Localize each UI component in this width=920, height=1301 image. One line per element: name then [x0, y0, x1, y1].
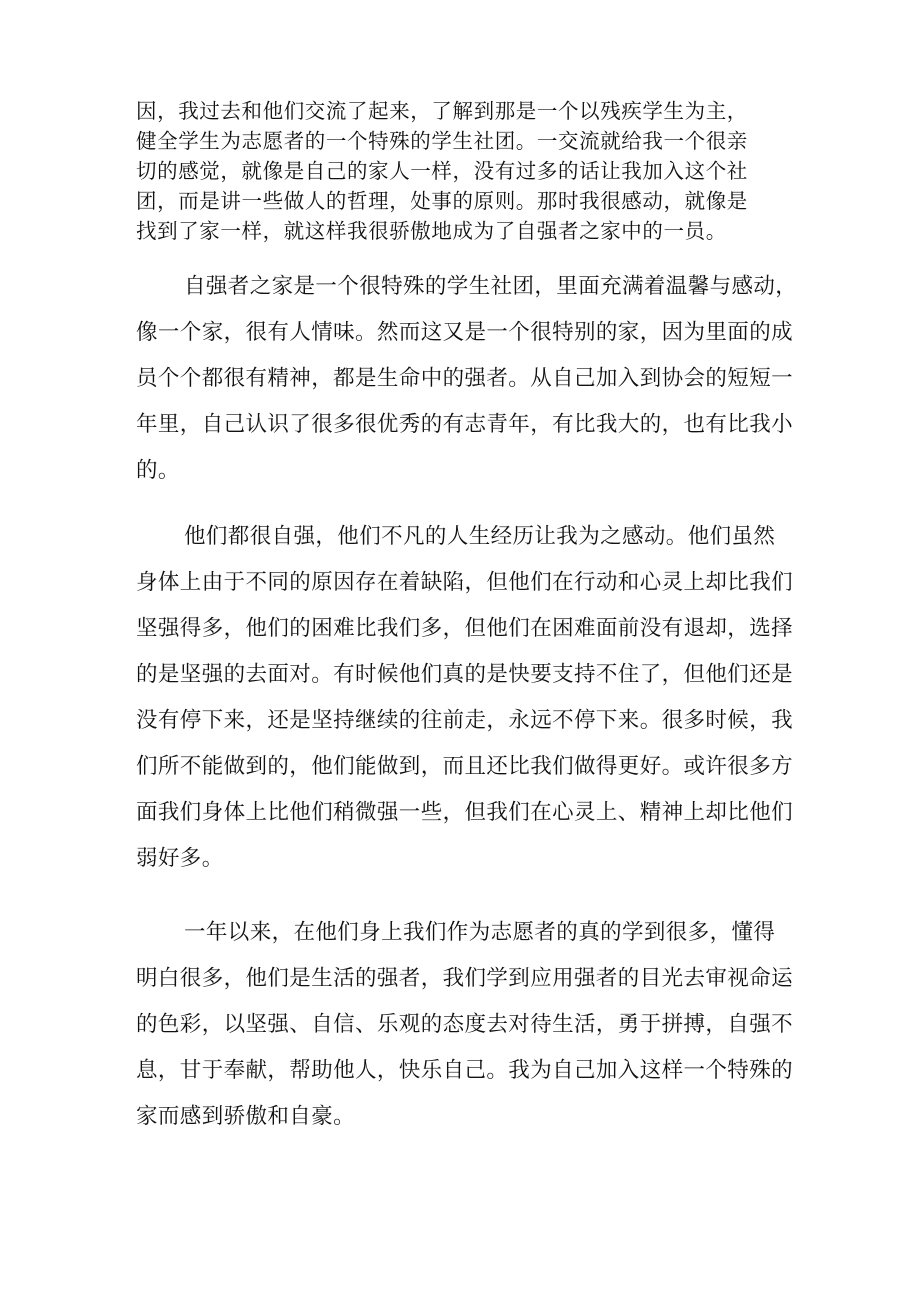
paragraph-line: 他们都很自强，他们不凡的人生经历让我为之感动。他们虽然	[184, 524, 776, 549]
paragraph-line: 家而感到骄傲和自豪。	[136, 1104, 356, 1129]
paragraph-line: 年里，自己认识了很多很优秀的有志青年，有比我大的，也有比我小	[136, 412, 794, 437]
paragraph-line: 们所不能做到的，他们能做到，而且还比我们做得更好。或许很多方	[136, 754, 794, 779]
paragraph-line: 的是坚强的去面对。有时候他们真的是快要支持不住了，但他们还是	[136, 662, 794, 687]
paragraph-line: 团，而是讲一些做人的哲理，处事的原则。那时我很感动，就像是	[136, 189, 748, 213]
paragraph-line: 没有停下来，还是坚持继续的往前走，永远不停下来。很多时候，我	[136, 708, 794, 733]
paragraph-line: 找到了家一样，就这样我很骄傲地成为了自强者之家中的一员。	[136, 219, 727, 243]
paragraph-line: 身体上由于不同的原因存在着缺陷，但他们在行动和心灵上却比我们	[136, 570, 794, 595]
paragraph-line: 自强者之家是一个很特殊的学生社团，里面充满着温馨与感动，	[184, 274, 798, 299]
paragraph-line: 像一个家，很有人情味。然而这又是一个很特别的家，因为里面的成	[136, 320, 794, 345]
paragraph-line: 息，甘于奉献，帮助他人，快乐自己。我为自己加入这样一个特殊的	[136, 1058, 794, 1083]
paragraph-line: 明白很多，他们是生活的强者，我们学到应用强者的目光去审视命运	[136, 966, 794, 991]
paragraph-line: 弱好多。	[136, 846, 224, 871]
paragraph-line: 的。	[136, 458, 180, 483]
paragraph-line: 因，我过去和他们交流了起来，了解到那是一个以残疾学生为主，	[136, 99, 748, 123]
paragraph-line: 的色彩，以坚强、自信、乐观的态度去对待生活，勇于拼搏，自强不	[136, 1012, 794, 1037]
paragraph-line: 坚强得多，他们的困难比我们多，但他们在困难面前没有退却，选择	[136, 616, 794, 641]
paragraph-line: 员个个都很有精神，都是生命中的强者。从自己加入到协会的短短一	[136, 366, 794, 391]
paragraph-line: 切的感觉，就像是自己的家人一样，没有过多的话让我加入这个社	[136, 159, 748, 183]
paragraph-line: 面我们身体上比他们稍微强一些，但我们在心灵上、精神上却比他们	[136, 800, 794, 825]
paragraph-line: 健全学生为志愿者的一个特殊的学生社团。一交流就给我一个很亲	[136, 129, 748, 153]
paragraph-line: 一年以来，在他们身上我们作为志愿者的真的学到很多，懂得	[184, 920, 776, 945]
